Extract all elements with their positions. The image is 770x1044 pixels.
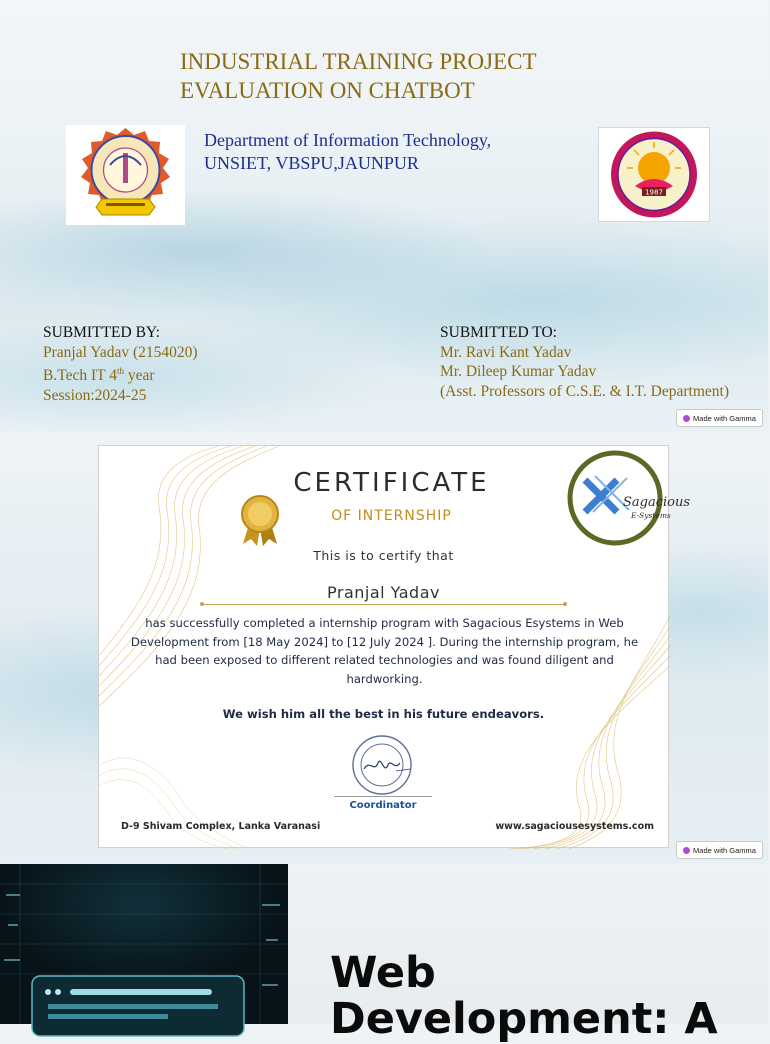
web-development-slide xyxy=(0,864,768,1044)
certificate-wish: We wish him all the best in his future endeavors. xyxy=(222,707,545,721)
course-superscript: th xyxy=(116,366,124,376)
svg-text:1987: 1987 xyxy=(645,188,663,197)
course-prefix: B.Tech IT 4 xyxy=(43,367,117,385)
submitted-to-heading: SUBMITTED TO: xyxy=(440,324,557,341)
signature-line xyxy=(334,796,432,797)
certificate-subtitle: OF INTERNSHIP xyxy=(331,508,452,524)
made-with-gamma-badge[interactable] xyxy=(676,841,763,859)
title-slide xyxy=(0,0,768,432)
company-seal-stamp-icon xyxy=(350,733,414,801)
gamma-logo-icon xyxy=(683,415,690,422)
certify-text: This is to certify that xyxy=(313,548,454,563)
department-name xyxy=(204,129,491,175)
course-suffix: year xyxy=(123,367,155,385)
company-address: D-9 Shivam Complex, Lanka Varanasi xyxy=(121,821,321,832)
internship-certificate xyxy=(98,445,691,848)
submitted-to-block xyxy=(440,323,729,401)
coordinator-label: Coordinator xyxy=(349,800,417,811)
project-title-line-2: EVALUATION ON CHATBOT xyxy=(180,78,475,103)
professor-name-2: Mr. Dileep Kumar Yadav xyxy=(440,363,597,380)
made-with-gamma-badge[interactable] xyxy=(676,409,763,427)
department-line-2: UNSIET, VBSPU,JAUNPUR xyxy=(204,153,419,173)
section-title xyxy=(330,950,770,1042)
recipient-name: Pranjal Yadav xyxy=(327,583,440,602)
university-seal-icon xyxy=(598,127,710,222)
certificate-title: CERTIFICATE xyxy=(293,468,490,498)
department-line-1: Department of Information Technology, xyxy=(204,130,492,150)
company-website: www.sagaciousesystems.com xyxy=(495,821,654,832)
gamma-logo-icon xyxy=(683,847,690,854)
project-title-line-1: INDUSTRIAL TRAINING PROJECT xyxy=(180,49,537,74)
submitted-by-block xyxy=(43,323,198,405)
professor-name-1: Mr. Ravi Kant Yadav xyxy=(440,343,572,361)
institute-emblem-icon xyxy=(66,125,185,225)
certificate-slide xyxy=(0,432,768,864)
section-title-line-1: Web xyxy=(330,948,436,998)
section-title-line-2: Development: A xyxy=(330,994,718,1044)
submitted-by-heading: SUBMITTED BY: xyxy=(43,324,160,341)
project-title xyxy=(180,47,700,105)
sagacious-logo-icon xyxy=(565,450,691,550)
professor-role: (Asst. Professors of C.S.E. & I.T. Department) xyxy=(440,382,730,400)
student-name: Pranjal Yadav (2154020) xyxy=(43,343,198,361)
laptop-code-illustration xyxy=(0,864,288,1024)
certificate-body: has successfully completed a internship program with Sagacious Esystems in Web Development from [18 May 2024] to [12 July 2024 ]. During the internship program, he had been exposed to different related technologies and was found diligent and hardworking. xyxy=(130,616,639,686)
logo-subtext: E-Systems xyxy=(631,511,671,520)
student-course xyxy=(43,362,198,386)
badge-label: Made with Gamma xyxy=(693,413,756,423)
logo-text: Sagacious xyxy=(623,495,691,510)
name-underline xyxy=(202,604,565,605)
badge-label: Made with Gamma xyxy=(693,845,756,855)
student-session: Session:2024-25 xyxy=(43,386,147,404)
